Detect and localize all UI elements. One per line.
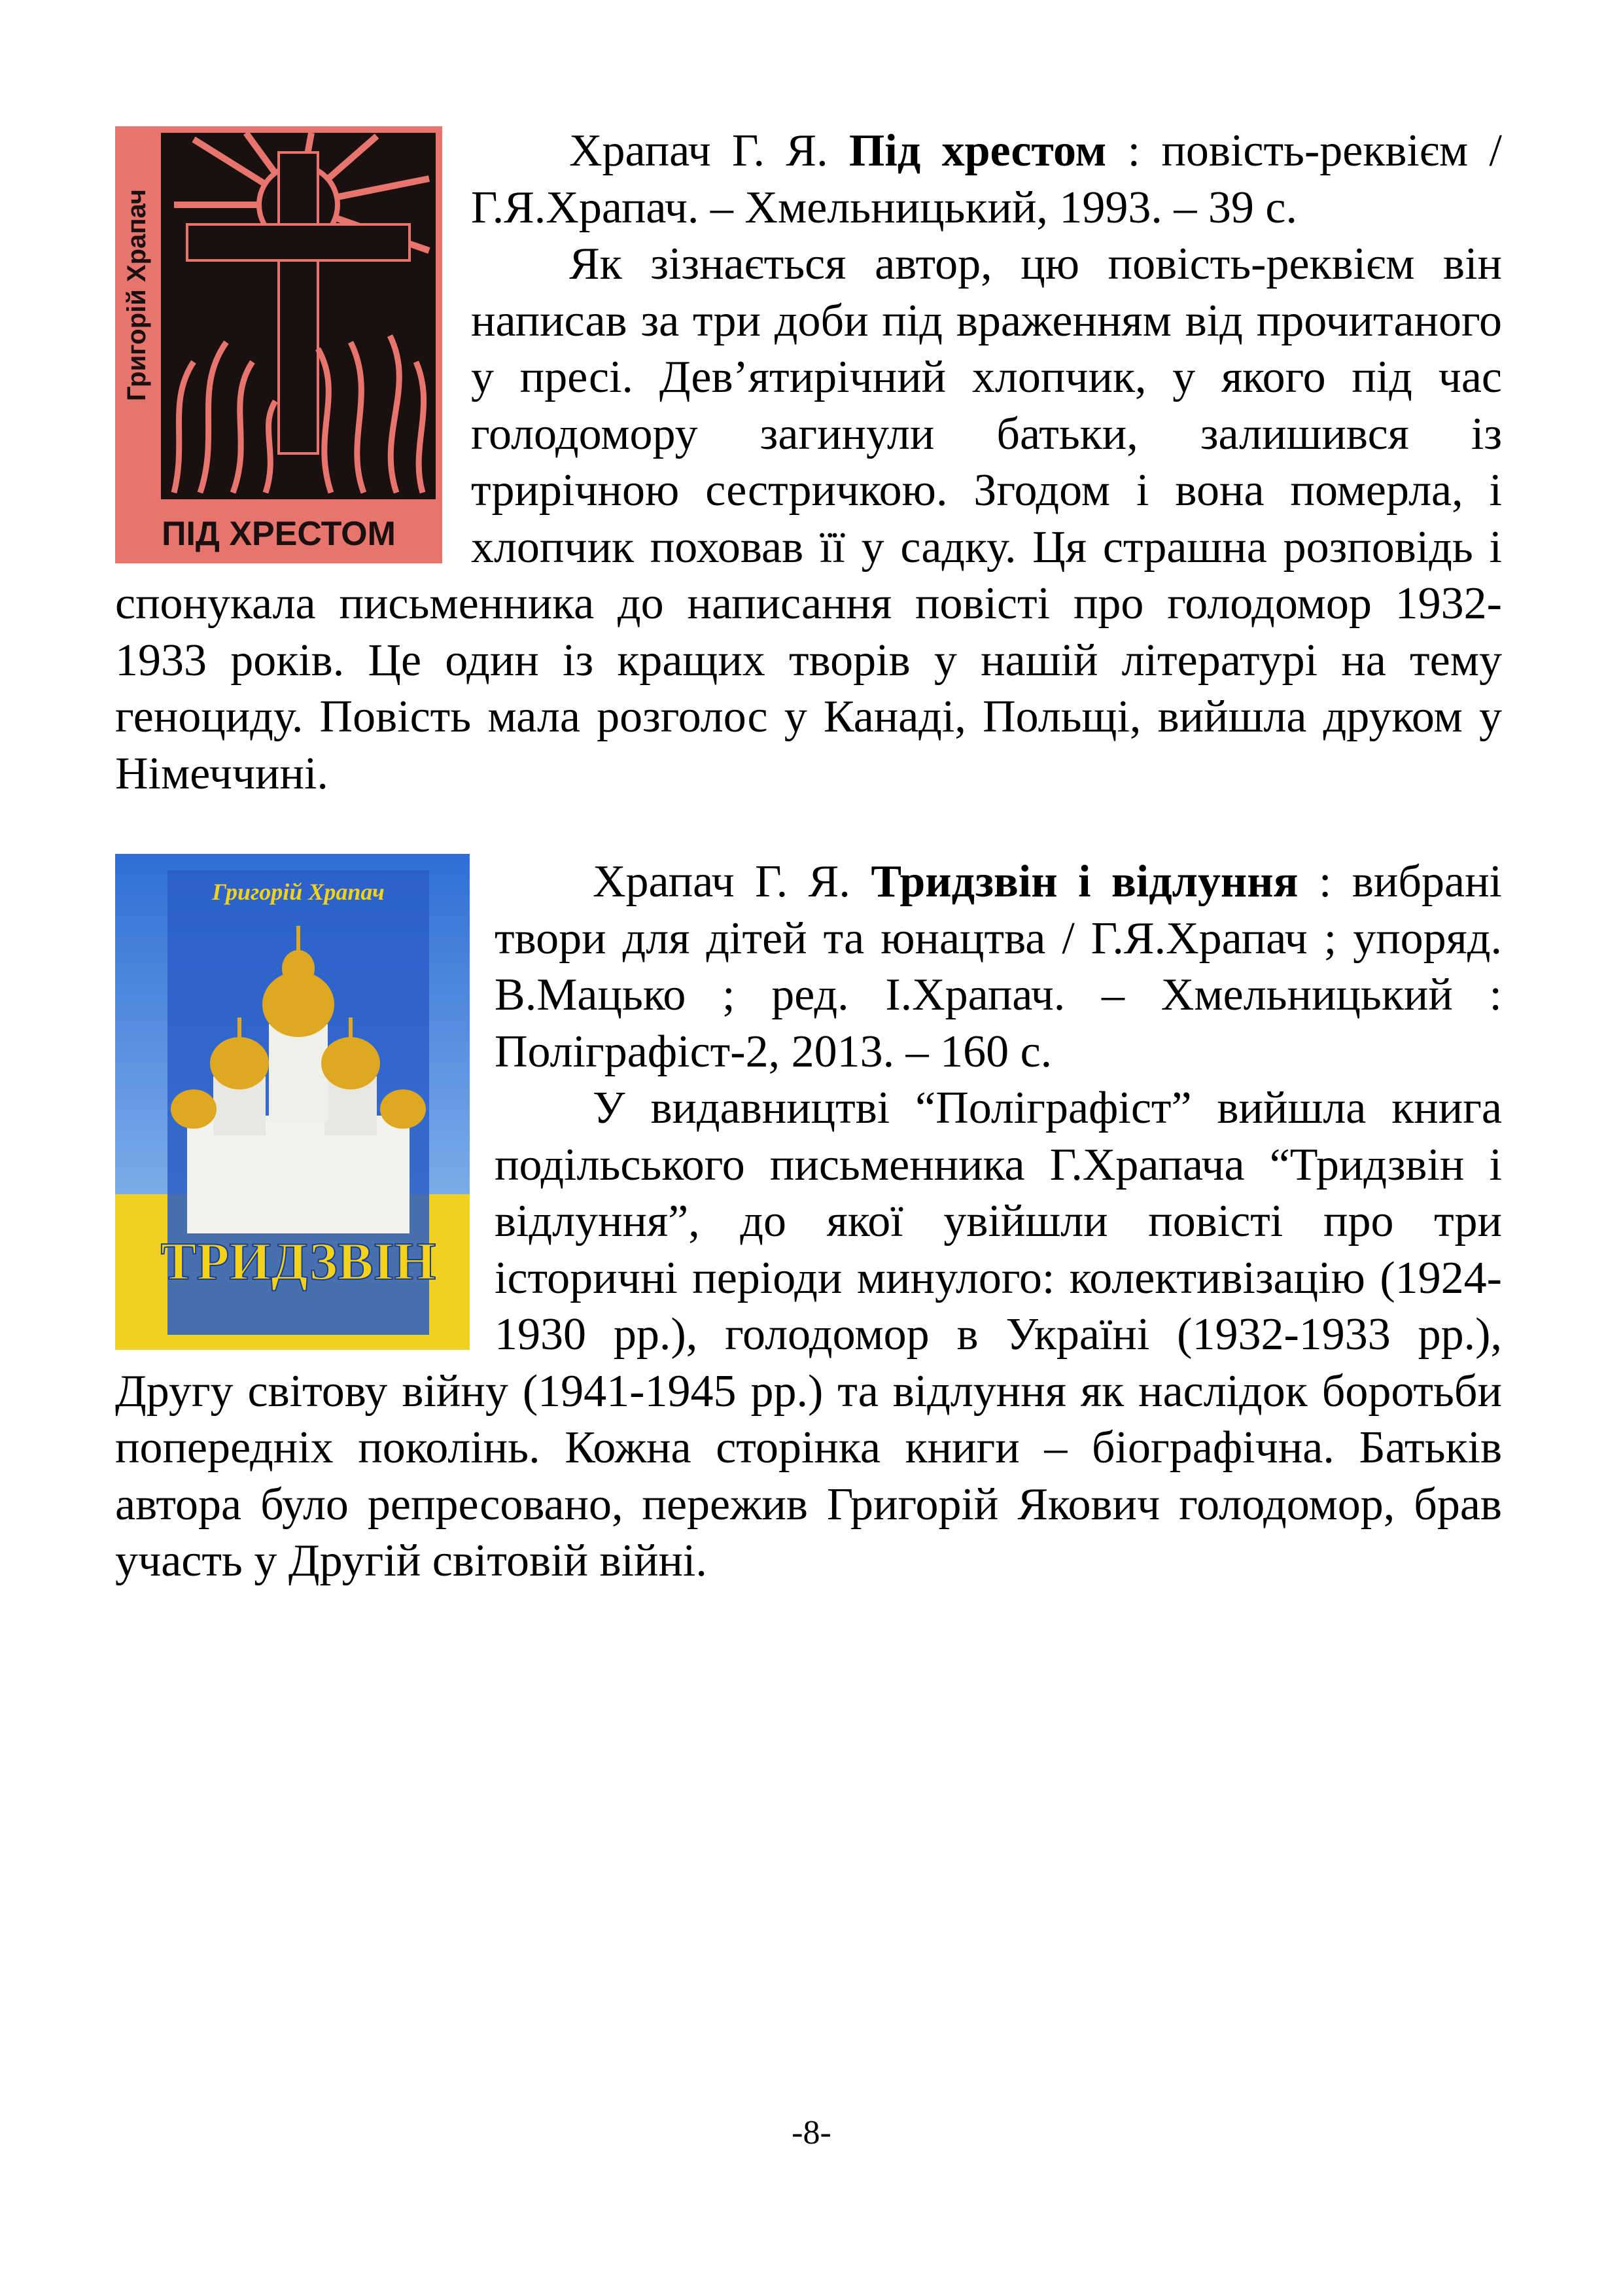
cover-2-title: ТРИДЗВІН [160, 1231, 436, 1291]
entry-1-description: Як зізнається автор, цю повість-реквієм він написав за три доби під враженням від прочитаного у пресі. Дев’ятирічний хлопчик, у якого під час голодомору загинули батьки, залишився із трирічною сестричкою. Згодом і вона померла, і хлопчик поховав її у садку. Ця страшна розповідь і спонукала письменника до написання повісті про голодомор 1932-1933 років. Це один із кращих творів у нашій літературі на тему геноциду. Повість мала розголос у Канаді, Польщі, вийшла друком у Німеччині. [115, 239, 1502, 799]
cover-2-author: Григорій Храпач [212, 879, 385, 905]
entry-2-citation: : вибрані твори для дітей та юнацтва / Г.Я.Храпач ; упоряд. В.Мацько ; ред. І.Храпач. – Хмельницький : Поліграфіст-2, 2013. – 160 с. [495, 857, 1502, 1077]
cover-illustration-1 [115, 126, 442, 563]
book-cover-pid-khrestom [115, 126, 442, 563]
entry-1-citation: : повість-реквієм / Г.Я.Храпач. – Хмельницький, 1993. – 39 с. [471, 126, 1503, 233]
entry-2-author: Храпач Г. Я. [593, 857, 871, 907]
cover-1-author: Григорій Храпач [122, 189, 151, 401]
entry-1-title: Під хрестом [848, 126, 1107, 176]
entry-2-title: Тридзвін і відлуння [871, 857, 1299, 907]
book-entry-2 [115, 854, 1502, 1590]
cover-illustration-2 [115, 854, 470, 1350]
book-entry-1 [115, 123, 1502, 802]
book-cover-trydzvin [115, 854, 470, 1350]
page-number: -8- [792, 2114, 831, 2151]
cover-1-title: ПІД ХРЕСТОМ [162, 515, 396, 553]
entry-1-author: Храпач Г. Я. [569, 126, 849, 176]
entry-2-description: У видавництві “Поліграфіст” вийшла книга подільського письменника Г.Храпача “Тридзвін і відлуння”, до якої увійшли повісті про три історичні періоди минулого: колективізацію (1924-1930 рр.), голодомор в Україні (1932-1933 рр.), Другу світову війну (1941-1945 рр.) та відлуння як наслідок боротьби попередніх поколінь. Кожна сторінка книги – біографічна. Батьків автора було репресовано, пережив Григорій Якович голодомор, брав участь у Другій світовій війні. [115, 1083, 1502, 1586]
